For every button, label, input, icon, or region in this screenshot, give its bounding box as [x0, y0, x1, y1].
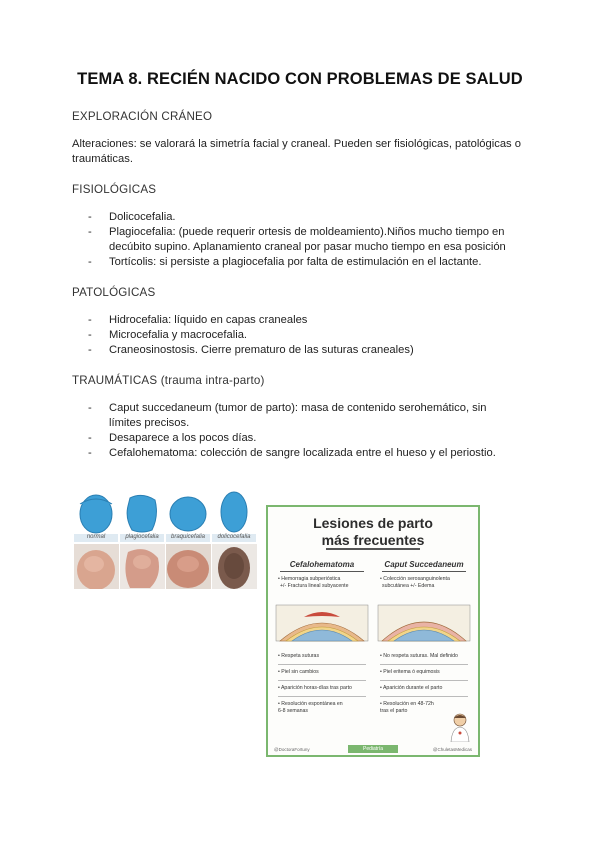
list-item: - Cefalohematoma: colección de sangre localizada entre el hueso y el periostio.	[88, 447, 496, 459]
cefalohematoma-bullet-1: • Respeta suturas	[278, 653, 320, 659]
list-item: - Microcefalia y macrocefalia.	[88, 329, 248, 341]
skull-label-dolicocefalia: dolicocefalia	[212, 534, 256, 542]
section-heading-patologicas: PATOLÓGICAS	[72, 286, 156, 299]
cefalohematoma-heading: Cefalohematoma	[289, 560, 355, 569]
dolichocephaly-skull-icon	[214, 490, 254, 534]
infant-head-photo-normal	[74, 544, 119, 589]
section-heading-fisiologicas: FISIOLÓGICAS	[72, 183, 157, 196]
skull-shapes-figure	[74, 490, 256, 598]
list-item: - Hidrocefalia: líquido en capas craneales	[88, 314, 308, 326]
infant-head-photo-plagiocefalia	[120, 544, 165, 589]
poster-title-line2: más frecuentes	[321, 532, 425, 548]
exploracion-paragraph: Alteraciones: se valorará la simetría facial y craneal. Pueden ser fisiológicas, patológicas o traumáticas.	[72, 138, 521, 165]
left-heading-line	[280, 571, 364, 572]
title-underline	[326, 548, 420, 550]
skull-label-braquicefalia: braquicefalia	[166, 534, 210, 542]
list-item: - Plagiocefalia: (puede requerir ortesis de moldeamiento).Niños mucho tiempo en decúbito supino. Aplanamiento craneal por pasar mucho tiempo en esa posición	[88, 226, 506, 253]
brachycephaly-skull-icon	[168, 490, 208, 534]
caput-diagram	[376, 603, 472, 643]
cefalohematoma-bullet-4: • Resolución espontánea en 6-8 semanas	[278, 701, 343, 714]
separator	[380, 696, 468, 697]
list-item: - Craneosinostosis. Cierre prematuro de las suturas craneales)	[88, 344, 414, 356]
poster-title-line1: Lesiones de parto	[313, 515, 433, 531]
caput-heading: Caput Succedaneum	[384, 560, 464, 569]
cefalohematoma-bullet-3: • Aparición horas-días tras parto	[278, 685, 352, 691]
skull-label-normal: normal	[74, 534, 118, 542]
separator	[278, 696, 366, 697]
doctor-illustration-icon	[448, 712, 472, 742]
list-item: - Dolicocefalia.	[88, 211, 176, 223]
section-heading-exploracion: EXPLORACIÓN CRÁNEO	[72, 110, 213, 123]
caput-bullet-4: • Resolución en 48-72h tras el parto	[380, 701, 434, 714]
birth-injuries-poster	[266, 505, 480, 757]
plagiocephaly-skull-icon	[122, 490, 162, 534]
cefalohematoma-intro-1: • Hemorragia subperióstica	[278, 576, 341, 582]
list-item: - Caput succedaneum (tumor de parto): masa de contenido serohemático, sin límites precisos.	[88, 402, 487, 429]
infant-head-photo-dolicocefalia	[212, 544, 257, 589]
fisiologicas-list	[88, 210, 518, 270]
patologicas-list	[88, 313, 518, 358]
separator	[278, 664, 366, 665]
caput-intro-1: • Colección serosanguinolenta	[380, 576, 450, 582]
caput-bullet-2: • Piel eritema ó equimosis	[380, 669, 440, 675]
traumaticas-list	[88, 401, 518, 461]
separator	[380, 664, 468, 665]
infant-head-photo-braquicefalia	[166, 544, 211, 589]
caput-intro-2: subcutánea +/- Edema	[382, 583, 435, 589]
poster-footer-right: @ChuletasMedicas	[432, 747, 472, 752]
poster-footer-badge: Pediatría	[348, 745, 398, 753]
cefalohematoma-bullet-2: • Piel sin cambios	[278, 669, 319, 675]
separator	[278, 680, 366, 681]
caput-bullet-3: • Aparición durante el parto	[380, 685, 443, 691]
cefalohematoma-diagram	[274, 603, 370, 643]
normal-skull-icon	[76, 490, 116, 534]
right-heading-line	[382, 571, 466, 572]
poster-footer-left: @DoctoraFortuny	[274, 747, 310, 752]
caput-bullet-1: • No respeta suturas. Mal definido	[380, 653, 458, 659]
cefalohematoma-intro-2: +/- Fractura lineal subyacente	[280, 583, 349, 589]
section-heading-traumaticas: TRAUMÁTICAS (trauma intra-parto)	[72, 374, 265, 387]
separator	[380, 680, 468, 681]
list-item: - Desaparece a los pocos días.	[88, 432, 257, 444]
page-title: TEMA 8. RECIÉN NACIDO CON PROBLEMAS DE SALUD	[77, 70, 523, 88]
skull-label-plagiocefalia: plagiocefalia	[120, 534, 164, 542]
list-item: - Tortícolis: si persiste a plagiocefalia por falta de estimulación en el lactante.	[88, 256, 482, 268]
